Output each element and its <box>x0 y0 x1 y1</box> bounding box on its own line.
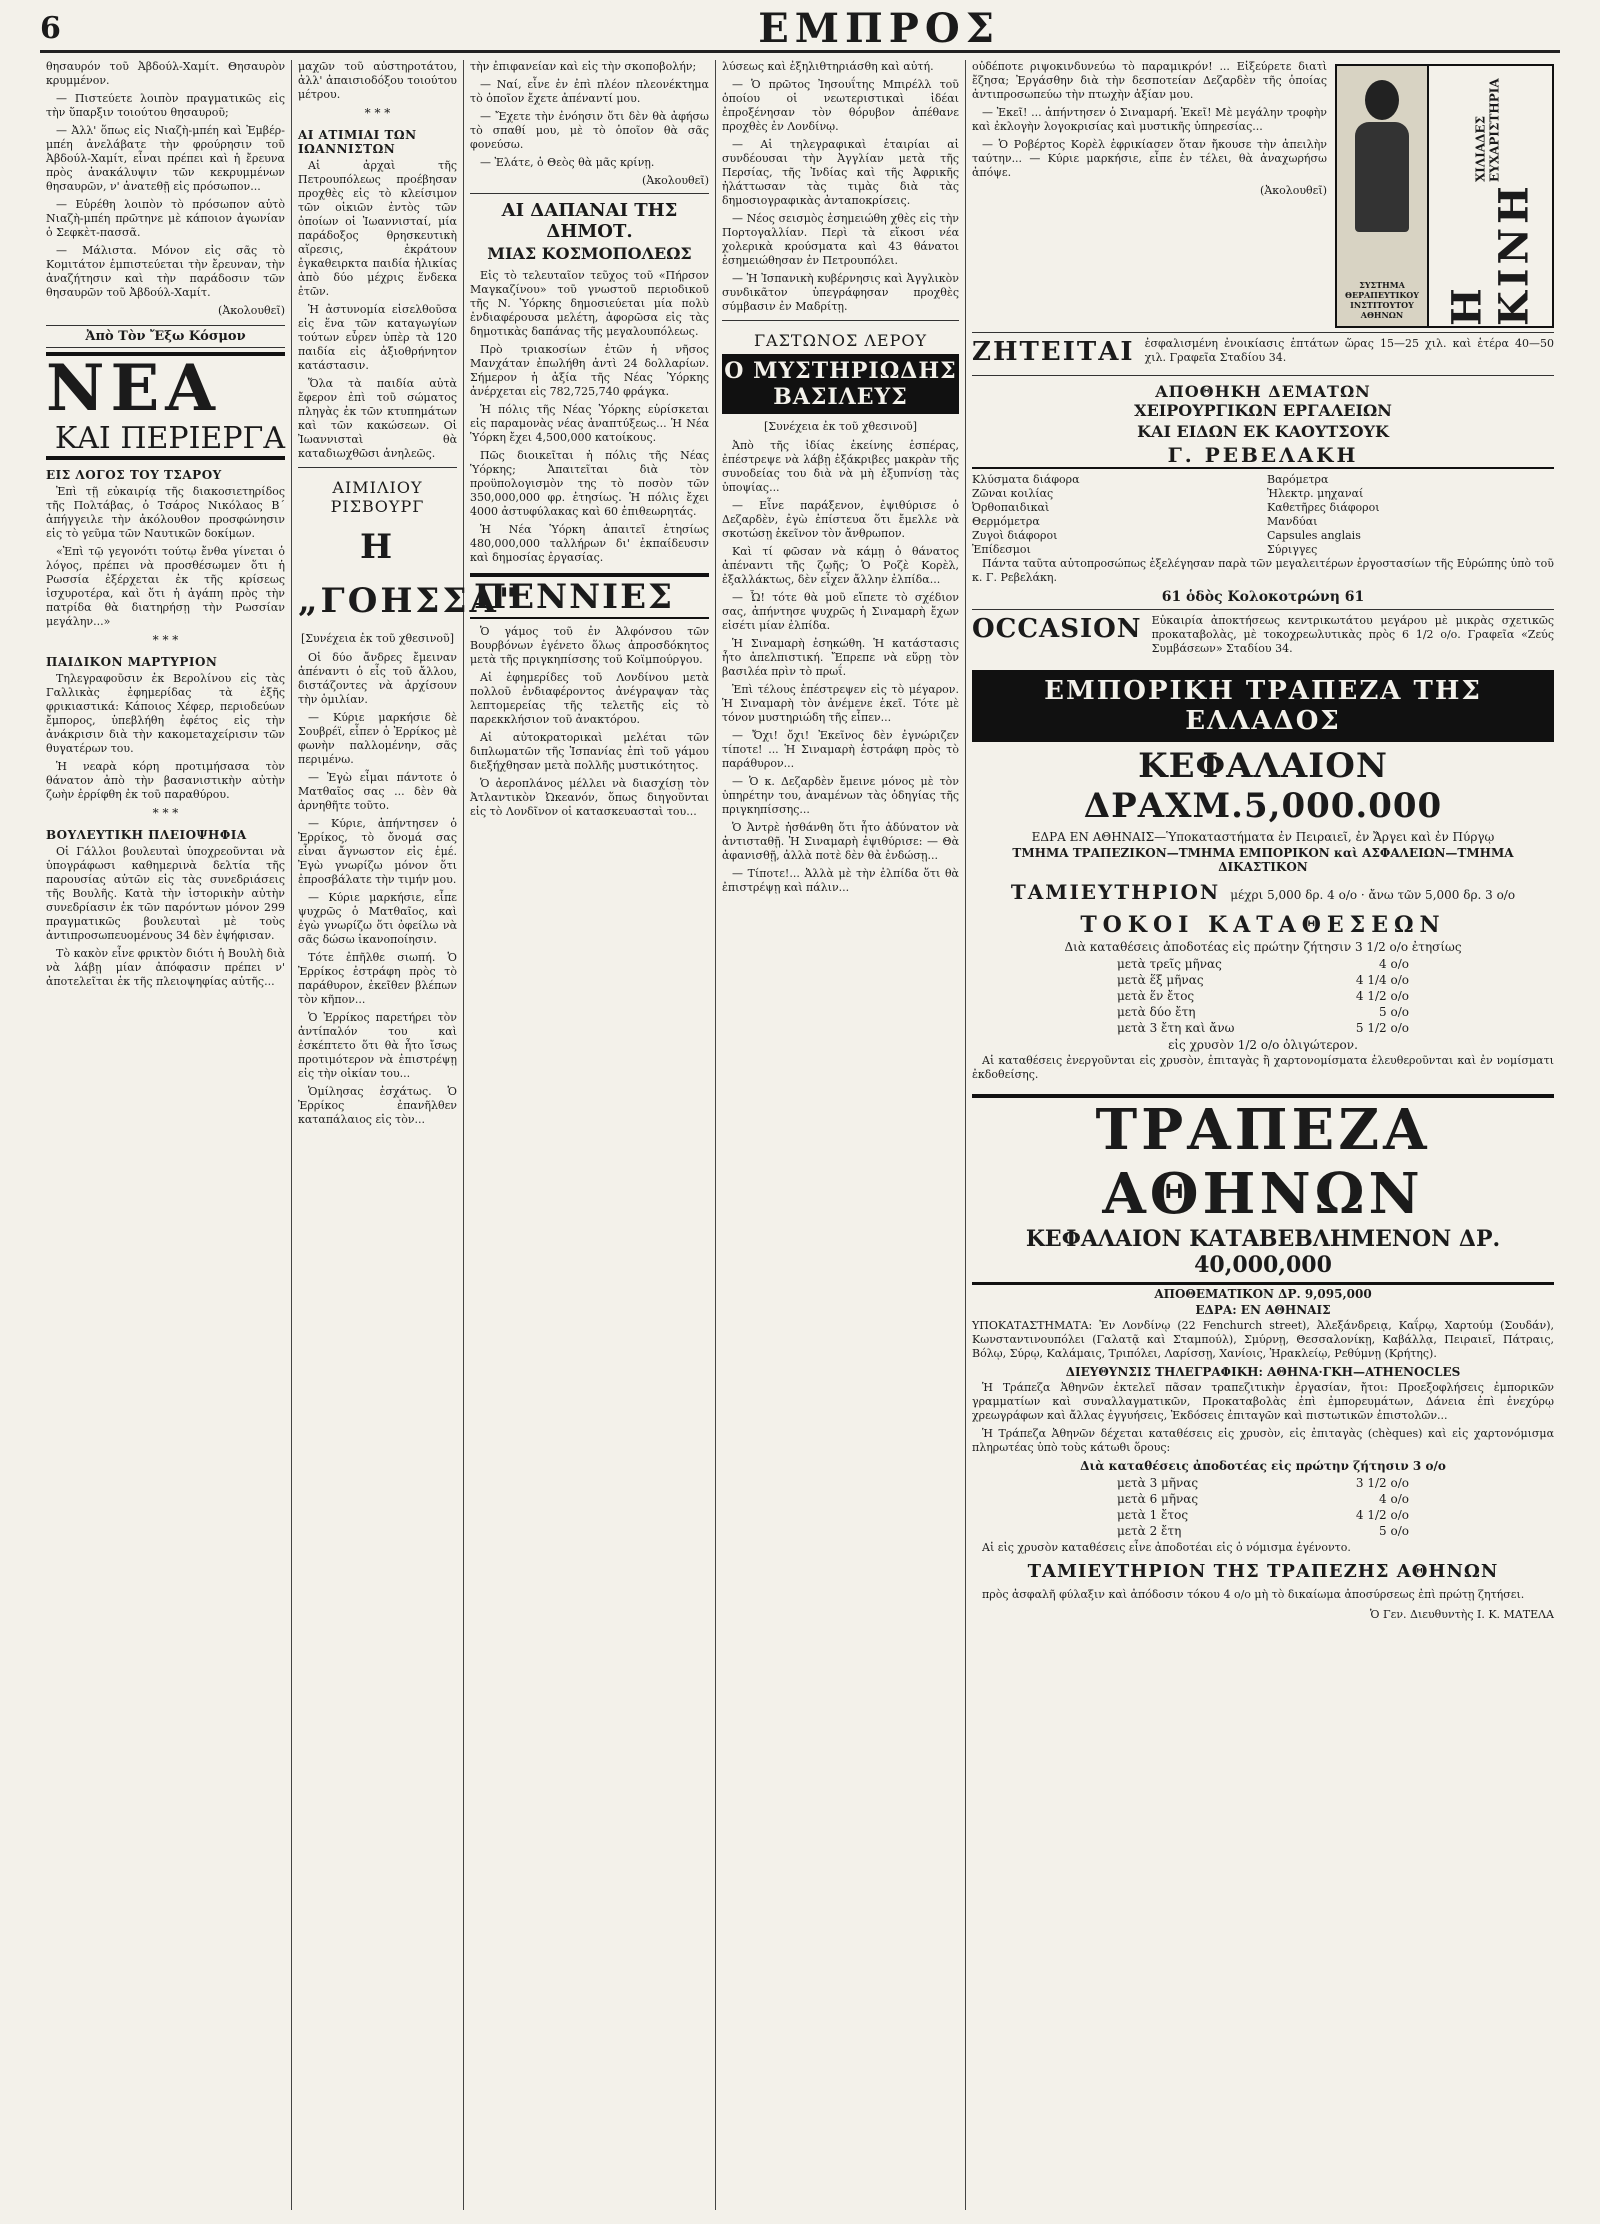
columns <box>40 60 1560 2210</box>
rate-term: μετὰ ἕν ἔτος <box>1117 989 1195 1003</box>
paragraph: — Κύριε, ἀπήντησεν ὁ Ἐρρίκος, τὸ ὄνομά σας εἶναι ἄγνωστον εἰς ἐμέ. Ἐγὼ γνωρίζω μόνον ὅτι ἐπροσβάλατε τὴν τιμήν μου. <box>298 817 457 886</box>
savings-heading: ΤΑΜΙΕΥΤΗΡΙΟΝ <box>1010 880 1221 904</box>
commercial-bank-ad <box>972 670 1554 1082</box>
paragraph: Καὶ τί φῶσαν νὰ κάμῃ ὁ θάνατος ἀπέναντι τῆς ζωῆς; Ὁ Ροζὲ Κορὲλ, ἐξαλλάκτως, δὲν εἶχεν ἄλλην ἐλπίδα... <box>722 545 959 586</box>
series-note: [Συνέχεια ἐκ τοῦ χθεσινοῦ] <box>763 420 917 433</box>
continued-note: (Ἀκολουθεῖ) <box>642 174 709 187</box>
paragraph: Ἡ νεαρὰ κόρη προτιμήσασα τὸν θάνατον ἀπὸ τὴν βασανιστικὴν αὐτὴν ζωὴν ἐρρίφθη ἐκ τοῦ παραθύρου. <box>46 760 285 801</box>
paragraph: — Εὑρέθη λοιπὸν τὸ πρόσωπον αὐτὸ Νιαζὴ-μπέη πρῶτηνε μὲ κάποιον ἀγωνίαν ὁ Σεφκὲτ-πασσᾶ. <box>46 198 285 239</box>
nea-heading: ΝΕΑ <box>46 352 285 422</box>
bank-reserve: ΑΠΟΘΕΜΑΤΙΚΟΝ ΔΡ. 9,095,000 <box>1154 1287 1372 1301</box>
page-number: 6 <box>40 10 63 46</box>
interest-sub: Διὰ καταθέσεις ἀποδοτέας εἰς πρώτην ζήτησιν 3 1/2 ο/ο ἐτησίως <box>1064 940 1462 954</box>
paragraph: Πρὸ τριακοσίων ἐτῶν ἡ νῆσος Μανχάταν ἐπωλήθη ἀντὶ 24 δολλαρίων. Σήμερον ἡ ἀξία τῆς Νέας Ὑόρκης ἀνέρχεται εἰς 782,725,740 φράγκα. <box>470 343 709 398</box>
paragraph: Ὅλα τὰ παιδία αὐτὰ ἔφερον ἐπὶ τοῦ σώματος πληγὰς ἐκ τῶν κτυπημάτων καὶ τῶν κακώσεων. Οἱ Ἰωαννισταὶ θὰ καταδιωχθῶσι ἀνηλεῶς. <box>298 377 457 460</box>
rate-value: 5 ο/ο <box>1379 1005 1409 1019</box>
goods-item: Θερμόμετρα <box>972 515 1040 528</box>
deposit-sub: Διὰ καταθέσεις ἀποδοτέας εἰς πρώτην ζήτησιν 3 ο/ο <box>1080 1459 1446 1473</box>
ad-text: Πάντα ταῦτα αὐτοπροσώπως ἐξελέγησαν παρὰ τῶν μεγαλειτέρων ἐργοστασίων τῆς Εὐρώπης ὑπὸ τοῦ κ. Γ. Ρεβελάκη. <box>972 557 1554 584</box>
paragraph: — Ὁ Ροβέρτος Κορὲλ ἐφρικίασεν ὅταν ἤκουσε τὴν ἀπειλὴν ταύτην... — Κύριε μαρκήσιε, εἶπε ἐν τέλει, θὰ ἀναχωρήσω ἀπόψε. <box>972 138 1327 179</box>
kini-text <box>1429 66 1552 326</box>
paragraph: Ἐπὶ τέλους ἐπέστρεψεν εἰς τὸ μέγαρον. Ἡ Σιναμαρὴ τὸν ἀνέμενε ἐκεῖ. Τότε μὲ τόνον μυστηριώδη τῆς εἶπεν... <box>722 683 959 724</box>
rate-term: μετὰ τρεῖς μῆνας <box>1117 957 1222 971</box>
bank-capital: ΚΕΦΑΛΑΙΟΝ ΚΑΤΑΒΕΒΛΗΜΕΝΟΝ ΔΡ. 40,000,000 <box>972 1226 1554 1285</box>
divider <box>298 467 457 468</box>
paragraph: — Ἔχετε τὴν ἐνόησιν ὅτι δὲν θὰ ἀφήσω τὸ σπαθί μου, μὲ τὸ ὁποῖον θὰ σᾶς φονεύσω. <box>470 110 709 151</box>
separator: * * * <box>152 806 179 820</box>
signature: Ὁ Γεν. Διευθυντὴς Ι. Κ. ΜΑΤΕΛΑ <box>1370 1608 1554 1621</box>
rate-term: μετὰ 1 ἔτος <box>1117 1508 1189 1522</box>
bank-seat: ΕΔΡΑ ΕΝ ΑΘΗΝΑΙΣ—Ὑποκαταστήματα ἐν Πειραιεῖ, ἐν Ἄργει καὶ ἐν Πύργῳ <box>1031 830 1495 844</box>
deposit-table <box>1113 1475 1413 1539</box>
rate-value: 4 ο/ο <box>1379 1492 1409 1506</box>
paragraph: Ἡ Σιναμαρὴ ἐσηκώθη. Ἡ κατάστασις ἦτο ἀπελπιστική. Ἔπρεπε νὰ εὕρῃ τὸν βασιλέα πρὶν τὸ πρωΐ. <box>722 637 959 678</box>
goods-item: Ἠλεκτρ. μηχαναί <box>1267 487 1364 500</box>
paragraph: — Μάλιστα. Μόνον εἰς σᾶς τὸ Κομιτάτον ἐμπιστεύεται τὴν ἔρευναν, τὴν ἀναζήτησιν καὶ τὴν παράδοσιν τῶν θησαυρῶν τοῦ Ἀβδούλ-Χαμίτ. <box>46 244 285 299</box>
rate-value: 3 1/2 ο/ο <box>1355 1476 1409 1490</box>
ad-owner: Γ. ΡΕΒΕΛΑΚΗ <box>972 443 1554 469</box>
paragraph: Οἱ δύο ἄνδρες ἔμειναν ἀπέναντι ὁ εἷς τοῦ ἄλλου, διστάζοντες νὰ ἀρχίσουν τὴν ὁμιλίαν. <box>298 651 457 706</box>
article-title: ΑΙ ΑΤΙΜΙΑΙ ΤΩΝ ΙΩΑΝΝΙΣΤΩΝ <box>298 128 417 156</box>
newspaper-title: ΕΜΠΡΟΣ <box>758 4 1000 52</box>
separator: * * * <box>364 106 391 120</box>
goods-item: Ζῶναι κοιλίας <box>972 487 1054 500</box>
continued-note: (Ἀκολουθεῖ) <box>1260 184 1327 197</box>
occasion-ad <box>972 609 1554 660</box>
bank-capital: ΚΕΦΑΛΑΙΟΝ ΔΡΑΧΜ.5,000.000 <box>1083 746 1443 826</box>
novel-author: ΓΑΣΤΩΝΟΣ ΛΕΡΟΥ <box>753 331 928 350</box>
rate-term: μετὰ 3 ἔτη καὶ ἄνω <box>1117 1021 1235 1035</box>
paragraph: — Ἐγὼ εἶμαι πάντοτε ὁ Ματθαῖος σας ... δὲν θὰ ἀρνηθῆτε τοῦτο. <box>298 771 457 812</box>
bank-of-athens-ad <box>972 1094 1554 1621</box>
savings-title: ΤΑΜΙΕΥΤΗΡΙΟΝ ΤΗΣ ΤΡΑΠΕΖΗΣ ΑΘΗΝΩΝ <box>1027 1561 1499 1582</box>
paragraph: Οἱ Γάλλοι βουλευταὶ ὑποχρεοῦνται νὰ ὑπογράφωσι καθημερινὰ δελτία τῆς παρουσίας αὐτῶν εἰς τὰς συνεδριάσεις τῆς Βουλῆς. Κατὰ τὴν ἱστορικὴν αὐτὴν συνεδρίασιν ἐκ τῶν παρόντων μόνον 299 πραγματικῶς βουλευταὶ μὲ τοὺς ἀντιπροσωπευομένους 34 δὲν ἐψήφισαν. <box>46 845 285 942</box>
divider <box>722 320 959 321</box>
paragraph: μαχῶν τοῦ αὐστηροτάτου, ἀλλ' ἀπαισιοδόξου τοιούτου μέτρου. <box>298 60 457 101</box>
table-row <box>1113 1004 1413 1020</box>
table-row <box>1113 956 1413 972</box>
section-banner: Ἀπὸ Τὸν Ἔξω Κόσμον <box>46 325 285 348</box>
novel-author: ΑΙΜΙΛΙΟΥ ΡΙΣΒΟΥΡΓ <box>330 478 425 516</box>
goods-item: Σύριγγες <box>1267 543 1318 556</box>
occasion-heading: OCCASION <box>972 614 1142 644</box>
column-5 <box>966 60 1560 2210</box>
table-row <box>1113 972 1413 988</box>
figure-body <box>1355 122 1409 232</box>
paragraph: — Αἱ τηλεγραφικαὶ ἑταιρίαι αἱ συνδέουσαι τὴν Ἀγγλίαν μετὰ τῆς Περσίας, τῆς Ἰνδίας καὶ τῆς Ἀφρικῆς ἠλάττωσαν τὰς τιμὰς διὰ τὰς δημοσιογραφικὰς ἀνταποκρίσεις. <box>722 138 959 207</box>
goods-item: Ζυγοὶ διάφοροι <box>972 529 1058 542</box>
novel-title: Η „ΓΟΗΣΣΑ" <box>298 527 520 621</box>
paragraph: Ἐπὶ τῇ εὐκαιρίᾳ τῆς διακοσιετηρίδος τῆς Πολτάβας, ὁ Τσάρος Νικόλαος Β΄ ἀπήγγειλε τὴν ἀκόλουθον προσφώνησιν εἰς τὸ γεῦμα τῶν Ναυτικῶν δοκίμων. <box>46 485 285 540</box>
novel-continuation <box>972 60 1327 332</box>
table-row <box>1113 1491 1413 1507</box>
column-4 <box>716 60 966 2210</box>
occasion-text: Εὐκαιρία ἀποκτήσεως κεντρικωτάτου μεγάρου μὲ μικρὰς σχετικῶς προκαταβολὰς, μὲ τοκοχρεωλυτικὰς πρὸς 6 1/2 ο/ο. Γραφεῖα «Ζεύς Συμβάσεων» Σταδίου 34. <box>1151 614 1554 655</box>
paragraph: Τηλεγραφοῦσιν ἐκ Βερολίνου εἰς τὰς Γαλλικὰς ἐφημερίδας τὰ ἑξῆς φρικιαστικά: Κάποιος Χέφερ, περιοδεύων ἔμπορος, ὑπεβλήθη ἐφέτος εἰς τὴν ἀνάκρισιν διὰ τὴν κακομεταχείρισιν τῶν θυγατέρων του. <box>46 672 285 755</box>
paragraph: — Ὄχι! ὄχι! Ἐκεῖνος δὲν ἐγνώριζεν τίποτε! ... Ἡ Σιναμαρὴ ἐστράφη πρὸς τὸ παράθυρον... <box>722 729 959 770</box>
bank-title: ΕΜΠΟΡΙΚΗ ΤΡΑΠΕΖΑ ΤΗΣ ΕΛΛΑΔΟΣ <box>972 670 1554 742</box>
article-title: ΒΟΥΛΕΥΤΙΚΗ ΠΛΕΙΟΨΗΦΙΑ <box>46 828 247 842</box>
bank-departments: ΤΜΗΜΑ ΤΡΑΠΕΖΙΚΟΝ—ΤΜΗΜΑ ΕΜΠΟΡΙΚΟΝ καὶ ΑΣΦΑΛΕΙΩΝ—ΤΜΗΜΑ ΔΙΚΑΣΤΙΚΟΝ <box>1012 846 1514 874</box>
paragraph: Τότε ἐπῆλθε σιωπή. Ὁ Ἐρρίκος ἐστράφη πρὸς τὸ παράθυρον, ἐκεῖθεν βλέπων τὸν κῆπον... <box>298 951 457 1006</box>
rebelakis-ad <box>972 382 1554 605</box>
goods-item: Capsules anglais <box>1267 529 1361 542</box>
goods-item: Κλύσματα διάφορα <box>972 473 1080 486</box>
divider <box>972 375 1554 376</box>
kini-illustration <box>1337 66 1429 326</box>
paragraph: — Ἡ Ἰσπανικὴ κυβέρνησις καὶ Ἀγγλικὸν συνδικᾶτον ὑπεγράφησαν προχθὲς σύμβασιν ἐν Μαδρίτῃ. <box>722 272 959 313</box>
goods-item: Μανδύαι <box>1267 515 1318 528</box>
rate-term: μετὰ ἕξ μῆνας <box>1117 973 1204 987</box>
ad-title: ΑΠΟΘΗΚΗ ΔΕΜΑΤΩΝ <box>1155 382 1371 401</box>
interest-heading: ΤΟΚΟΙ ΚΑΤΑΘΕΣΕΩΝ <box>1080 912 1446 938</box>
wanted-text: ἐσφαλισμένη ἐνοικίασις ἑπτάτων ὥρας 15—25 χιλ. καὶ ἑτέρα 40—50 χιλ. Γραφεῖα Σταδίου 34. <box>1144 337 1554 364</box>
bank-services: Ἡ Τράπεζα Ἀθηνῶν ἐκτελεῖ πᾶσαν τραπεζιτικὴν ἐργασίαν, ἤτοι: Προεξοφλήσεις ἐμπορικῶν γραμματίων καὶ συναλλαγματικῶν, Προκαταβολὰς ἐπὶ ἐμπορευμάτων, Δάνεια ἐπὶ ἐνεχύρῳ χρεωγράφων καὶ ἄλλας ἐγγυήσεις, Ἐκδόσεις ἐπιταγῶν καὶ πιστωτικῶν ἐπιστολῶν... <box>972 1381 1554 1422</box>
paragraph: Τὸ κακὸν εἶνε φρικτὸν διότι ἡ Βουλὴ διὰ νὰ λάβῃ μίαν ἀπόφασιν πρέπει ν' ἀποτελεῖται ἐκ τῆς πλειοψηφίας αὐτῆς... <box>46 947 285 988</box>
article-title: ΜΙΑΣ ΚΟΣΜΟΠΟΛΕΩΣ <box>487 244 692 263</box>
rate-value: 4 1/2 ο/ο <box>1355 1508 1409 1522</box>
rate-value: 4 1/4 ο/ο <box>1355 973 1409 987</box>
rate-term: μετὰ δύο ἔτη <box>1117 1005 1196 1019</box>
paragraph: — Ὦ! τότε θὰ μοῦ εἴπετε τὸ σχέδιον σας, ἀπήντησε ψυχρῶς ἡ Σιναμαρὴ ἔχων εἰσέτι μίαν ἐλπίδα. <box>722 591 959 632</box>
rate-value: 4 1/2 ο/ο <box>1355 989 1409 1003</box>
paragraph: — Ναί, εἶνε ἐν ἐπὶ πλέον πλεονέκτημα τὸ ὁποῖον ἔχετε ἀπέναντί μου. <box>470 78 709 105</box>
goods-item: Ἐπίδεσμοι <box>972 543 1031 556</box>
table-row <box>1113 1020 1413 1036</box>
nea-subheading: ΚΑΙ ΠΕΡΙΕΡΓΑ <box>46 422 285 460</box>
paragraph: Εἰς τὸ τελευταῖον τεῦχος τοῦ «Πήρσον Μαγκαζίνου» τοῦ γνωστοῦ περιοδικοῦ τῆς Ν. Ὑόρκης δημοσιεύεται μία πολὺ ἐνδιαφέρουσα μελέτη, ἀφορῶσα εἰς τὰς δημοτικὰς δαπάνας τῆς μεγαλουπόλεως. <box>470 269 709 338</box>
continued-note: (Ἀκολουθεῖ) <box>218 304 285 317</box>
paragraph: — Εἶνε παράξενον, ἐψιθύρισε ὁ Δεζαρδὲν, ἐγὼ ἐπίστευα ὅτι ἔμελλε νὰ σκοτώσῃ ἐκεῖνον τὸν ἄνθρωπον. <box>722 499 959 540</box>
interest-table <box>1113 956 1413 1036</box>
kini-advertisement <box>1335 64 1554 328</box>
column-3 <box>464 60 716 2210</box>
paragraph: — Ἐλάτε, ὁ Θεὸς θὰ μᾶς κρίνῃ. <box>480 156 655 169</box>
paragraph: — Κύριε μαρκήσιε δὲ Σουβρέϊ, εἶπεν ὁ Ἐρρίκος μὲ φωνὴν παλλομένην, σᾶς περιμένω. <box>298 711 457 766</box>
paragraph: — Ὁ πρῶτος Ἰησουΐτης Μπιρέλλ τοῦ ὁποίου οἱ νεωτεριστικαὶ ἰδέαι ἐπροξένησαν τὸν θόρυβον ἀπέθανε προχθὲς ἐν Λονδίνῳ. <box>722 78 959 133</box>
bank-seat: ΕΔΡΑ: ΕΝ ΑΘΗΝΑΙΣ <box>1195 1303 1331 1317</box>
ad-title: ΚΑΙ ΕΙΔΩΝ ΕΚ ΚΑΟΥΤΣΟΥΚ <box>1137 422 1389 441</box>
rate-term: μετὰ 3 μῆνας <box>1117 1476 1199 1490</box>
bank-title: ΤΡΑΠΕΖΑ ΑΘΗΝΩΝ <box>972 1094 1554 1226</box>
rate-value: 5 ο/ο <box>1379 1524 1409 1538</box>
column-2 <box>292 60 520 2210</box>
figure-caption: ΣΥΣΤΗΜΑ ΘΕΡΑΠΕΥΤΙΚΟΥ ΙΝΣΤΙΤΟΥΤΟΥ ΑΘΗΝΩΝ <box>1345 280 1419 320</box>
article-title: ΕΙΣ ΛΟΓΟΣ ΤΟΥ ΤΣΑΡΟΥ <box>46 468 222 482</box>
savings-rates: μέχρι 5,000 δρ. 4 ο/ο · ἄνω τῶν 5,000 δρ. 3 ο/ο <box>1230 888 1516 902</box>
figure-head <box>1365 80 1399 120</box>
table-row <box>1113 1507 1413 1523</box>
goods-item: Ὀρθοπαιδικαὶ <box>972 501 1050 514</box>
savings-row <box>972 876 1554 906</box>
article-title: ΑΙ ΔΑΠΑΝΑΙ ΤΗΣ ΔΗΜΟΤ. <box>501 200 678 242</box>
top-row <box>972 60 1554 332</box>
paragraph: Πῶς διοικεῖται ἡ πόλις τῆς Νέας Ὑόρκης; Ἀπαιτεῖται διὰ τὸν προϋπολογισμὸν της τὸ ποσὸν τῶν 350,000,000 φρ. ἐτησίως. Ἡ πόλις ἔχει 4000 ἀστυφύλακας καὶ 60 ἐπιθεωρητάς. <box>470 449 709 518</box>
rate-value: 5 1/2 ο/ο <box>1355 1021 1409 1035</box>
paragraph: Αἱ αὐτοκρατορικαὶ μελέται τῶν διπλωματῶν τῆς Ἱσπανίας ἐπὶ τοῦ γάμου διεξήχθησαν μετὰ πολλῆς μυστικότητος. <box>470 731 709 772</box>
masthead <box>40 6 1560 53</box>
column-1 <box>40 60 292 2210</box>
rate-term: μετὰ 2 ἔτη <box>1117 1524 1182 1538</box>
paragraph: λύσεως καὶ ἐξηλιθτηριάσθη καὶ αὐτή. <box>722 60 934 73</box>
separator: * * * <box>152 633 179 647</box>
goods-item: Καθετῆρες διάφοροι <box>1267 501 1380 514</box>
paragraph: Ὁ Ἀντρὲ ἠσθάνθη ὅτι ἦτο ἀδύνατον νὰ ἀντισταθῇ. Ἡ Σιναμαρὴ ἐψιθύρισε: — Θὰ ἀφανισθῇ, ἀλλὰ ποτὲ δὲν θὰ ἐνδώσῃ... <box>722 821 959 862</box>
paragraph: — Νέος σεισμὸς ἐσημειώθη χθὲς εἰς τὴν Πορτογαλλίαν. Περὶ τὰ εἴκοσι νέα χολερικὰ κρούσματα καὶ 43 θάνατοι ἐσημειώθησαν ἐν Πετρουπόλει. <box>722 212 959 267</box>
goods-list <box>972 473 1554 557</box>
paragraph: — Πιστεύετε λοιπὸν πραγματικῶς εἰς τὴν ὕπαρξιν τοιούτου θησαυροῦ; <box>46 92 285 119</box>
divider <box>470 193 709 194</box>
wanted-heading: ΖΗΤΕΙΤΑΙ <box>972 337 1135 367</box>
ad-address: 61 ὁδὸς Κολοκοτρώνη 61 <box>1161 589 1365 605</box>
savings-text: πρὸς ἀσφαλῆ φύλαξιν καὶ ἀπόδοσιν τόκου 4 ο/ο μὴ τὸ δικαίωμα ἀποσύρσεως ἐπὶ πρώτῃ ζητήσει. <box>982 1588 1525 1601</box>
wanted-ad <box>972 332 1554 369</box>
paragraph: — Ἐκεῖ! ... ἀπήντησεν ὁ Σιναμαρή. Ἐκεῖ! Μὲ μεγάλην τροφὴν καὶ ἐκλογὴν λογοκρισίας καὶ μυστικῆς ὑπηρεσίας... <box>972 106 1327 133</box>
table-row <box>1113 1475 1413 1491</box>
paragraph: Αἱ ἐφημερίδες τοῦ Λονδίνου μετὰ πολλοῦ ἐνδιαφέροντος ἀνέγραψαν τὰς λεπτομερείας τῆς τελετῆς εἰς τὸ παρεκκλήσιον τοῦ ἀνακτόρου. <box>470 671 709 726</box>
gold-note: εἰς χρυσὸν 1/2 ο/ο ὀλιγώτερον. <box>1168 1038 1358 1052</box>
paragraph: Ὁ γάμος τοῦ ἐν Ἀλφόνσου τῶν Βουρβόνων ἐγένετο ὅλως ἀπροσδόκητος μετὰ τῆς πριγκηπίσσης τοῦ Κοϊμπούργου. <box>470 625 709 666</box>
paragraph: «Ἐπὶ τῷ γεγονότι τούτῳ ἔνθα γίνεται ὁ λόγος, πρέπει νὰ προσθέσωμεν ὅτι ἡ Ρωσσία ἐξέρχεται ἐκ τῆς κρίσεως ἰσχυροτέρα, καὶ ὅτι ἡ ἀγάπη πρὸς τὴν πατρίδα θὰ διατηρήσῃ τὴν Ρωσσίαν μεγάλην...» <box>46 545 285 628</box>
paragraph: Ἡ πόλις τῆς Νέας Ὑόρκης εὑρίσκεται εἰς παραμονὰς νέας ἀναπτύξεως... Ἡ Νέα Ὑόρκη ἔχει 4,500,000 κατοίκους. <box>470 403 709 444</box>
paragraph: — Ἀλλ' ὅπως εἰς Νιαζὴ-μπέη καὶ Ἐμβέρ-μπέη ἀνελάβατε τὴν φρούρησιν τοῦ Ἀβδούλ-Χαμίτ, εἶναι πρέπει καὶ ἡ ἔρευνα πρὸς ἀνακάλυψιν τῶν κεκρυμμένων θησαυρῶν, ν' ἀνατεθῇ εἰς πρόσωπον... <box>46 124 285 193</box>
bank-note: Αἱ καταθέσεις ἐνεργοῦνται εἰς χρυσὸν, ἐπιταγὰς ἢ χαρτονομίσματα ἐλευθεροῦνται καὶ ἐν νομίσματι ἐκδοθείσης. <box>972 1054 1554 1081</box>
paragraph: — Ὁ κ. Δεζαρδὲν ἔμεινε μόνος μὲ τὸν ὑπηρέτην του, ἀναμένων τὰς ὁδηγίας τῆς πριγκηπίσσης... <box>722 775 959 816</box>
pennies-heading: ΠΕΝΝΙΕΣ <box>470 573 709 619</box>
series-note: [Συνέχεια ἐκ τοῦ χθεσινοῦ] <box>300 632 454 645</box>
paragraph: οὐδέποτε ριψοκινδυνεύω τὸ παραμικρόν! ... Εἰξεύρετε διατὶ ἔζησα; Ἐργάσθην διὰ τὴν δεσποτείαν Δεζαρδὲν τῆς ὁποίας ἀντιπροσωπεύω τὴν πτωχὴν ἀξίαν μου. <box>972 60 1327 101</box>
paragraph: Ὁ Ἐρρίκος παρετήρει τὸν ἀντίπαλόν του καὶ ἐσκέπτετο ὅτι θὰ ἦτο ἴσως προτιμότερον νὰ ἐπιστρέψῃ εἰς τὴν οἰκίαν του... <box>298 1011 457 1080</box>
paragraph: Ὁ ἀεροπλάνος μέλλει νὰ διασχίσῃ τὸν Ἀτλαντικὸν Ὠκεανόν, ὅπως διηγοῦνται εἰς τὸ Λονδῖνον οἱ κατασκευασταὶ του... <box>470 777 709 818</box>
rate-value: 4 ο/ο <box>1379 957 1409 971</box>
novel-title: Ο ΜΥΣΤΗΡΙΩΔΗΣ ΒΑΣΙΛΕΥΣ <box>722 354 959 414</box>
kini-slogan: ΧΙΛΙΑΔΕΣ ΕΥΧΑΡΙΣΤΗΡΙΑ <box>1473 78 1502 183</box>
kini-name: Η ΚΙΝΗ <box>1443 182 1538 326</box>
bank-telegraph: ΔΙΕΥΘΥΝΣΙΣ ΤΗΛΕΓΡΑΦΙΚΗ: ΑΘΗΝΑ·ΓΚΗ—ATHENOCLES <box>1065 1365 1461 1379</box>
rate-term: μετὰ 6 μῆνας <box>1117 1492 1199 1506</box>
paragraph: Ὁμίλησας ἐσχάτως. Ὁ Ἐρρίκος ἐπανῆλθεν καταπάλαιος εἰς τὸν... <box>298 1085 457 1126</box>
paragraph: — Κύριε μαρκήσιε, εἶπε ψυχρῶς ὁ Ματθαῖος, καὶ ἐγὼ γνωρίζω ὅτι ὀφείλω νὰ σᾶς δώσω ἱκανοποίησιν. <box>298 891 457 946</box>
table-row <box>1113 988 1413 1004</box>
bank-deposits: Ἡ Τράπεζα Ἀθηνῶν δέχεται καταθέσεις εἰς χρυσὸν, εἰς ἐπιταγὰς (chèques) καὶ εἰς χαρτονόμισμα πληρωτέας ὑπὸ τοὺς κάτωθι ὅρους: <box>972 1427 1554 1454</box>
bank-note: Αἱ εἰς χρυσὸν καταθέσεις εἶνε ἀποδοτέαι εἰς ὁ νόμισμα ἐγένοντο. <box>982 1541 1351 1554</box>
table-row <box>1113 1523 1413 1539</box>
goods-item: Βαρόμετρα <box>1267 473 1329 486</box>
paragraph: Ἡ Νέα Ὑόρκη ἀπαιτεῖ ἐτησίως 480,000,000 ταλλήρων δι' ἐκπαίδευσιν καὶ δημοσίας ἐργασίας. <box>470 523 709 564</box>
paragraph: Αἱ ἀρχαὶ τῆς Πετρουπόλεως προέβησαν προχθὲς εἰς τὸ κλείσιμον τῶν οἰκιῶν ἐντὸς τῶν ὁποίων οἱ Ἰωαννισταί, μία παράδοξος θρησκευτικὴ αἵρεσις, ἐκράτουν ἐγκαθειρκτα παιδία ἡλικίας ἀπὸ δύο μέχρις ἕνδεκα ἐτῶν. <box>298 159 457 298</box>
ad-title: ΧΕΙΡΟΥΡΓΙΚΩΝ ΕΡΓΑΛΕΙΩΝ <box>1134 401 1392 420</box>
paragraph: Ἡ ἀστυνομία εἰσελθοῦσα εἰς ἕνα τῶν καταγωγίων τούτων εὗρεν ὑπὲρ τὰ 120 παιδία εἰς ἀξιοθρήνητον κατάστασιν. <box>298 303 457 372</box>
paragraph: τὴν ἐπιφανείαν καὶ εἰς τὴν σκοποβολήν; <box>470 60 697 73</box>
bank-branches: ΥΠΟΚΑΤΑΣΤΗΜΑΤΑ: Ἐν Λονδίνῳ (22 Fenchurch street), Ἀλεξάνδρειᾳ, Καΐρῳ, Χαρτούμ (Σουδάν), Κωνσταντινουπόλει (Γαλατᾷ καὶ Σταμπούλ), Σμύρνῃ, Θεσσαλονίκῃ, Καβάλλᾳ, Πειραιεῖ, Πάτραις, Βόλῳ, Σύρῳ, Καλάμαις, Τριπόλει, Λαρίσσῃ, Χανίοις, Ἡρακλείῳ, Ρεθύμνῃ (Κρήτης). <box>972 1319 1554 1360</box>
paragraph: θησαυρόν τοῦ Ἀβδούλ-Χαμίτ. Θησαυρὸν κρυμμένον. <box>46 60 285 87</box>
paragraph: — Τίποτε!... Ἀλλὰ μὲ τὴν ἐλπίδα ὅτι θὰ ἐπιστρέψῃ καὶ πάλιν... <box>722 867 959 894</box>
paragraph: Ἀπὸ τῆς ἰδίας ἐκείνης ἑσπέρας, ἐπέστρεψε νὰ λάβῃ ἐξάκριβες μακρὰν τῆς συνοδείας του διὰ νὰ μὴ ἐξυπνίσῃ τὰς ὑποψίας... <box>722 439 959 494</box>
article-title: ΠΑΙΔΙΚΟΝ ΜΑΡΤΥΡΙΟΝ <box>46 655 218 669</box>
